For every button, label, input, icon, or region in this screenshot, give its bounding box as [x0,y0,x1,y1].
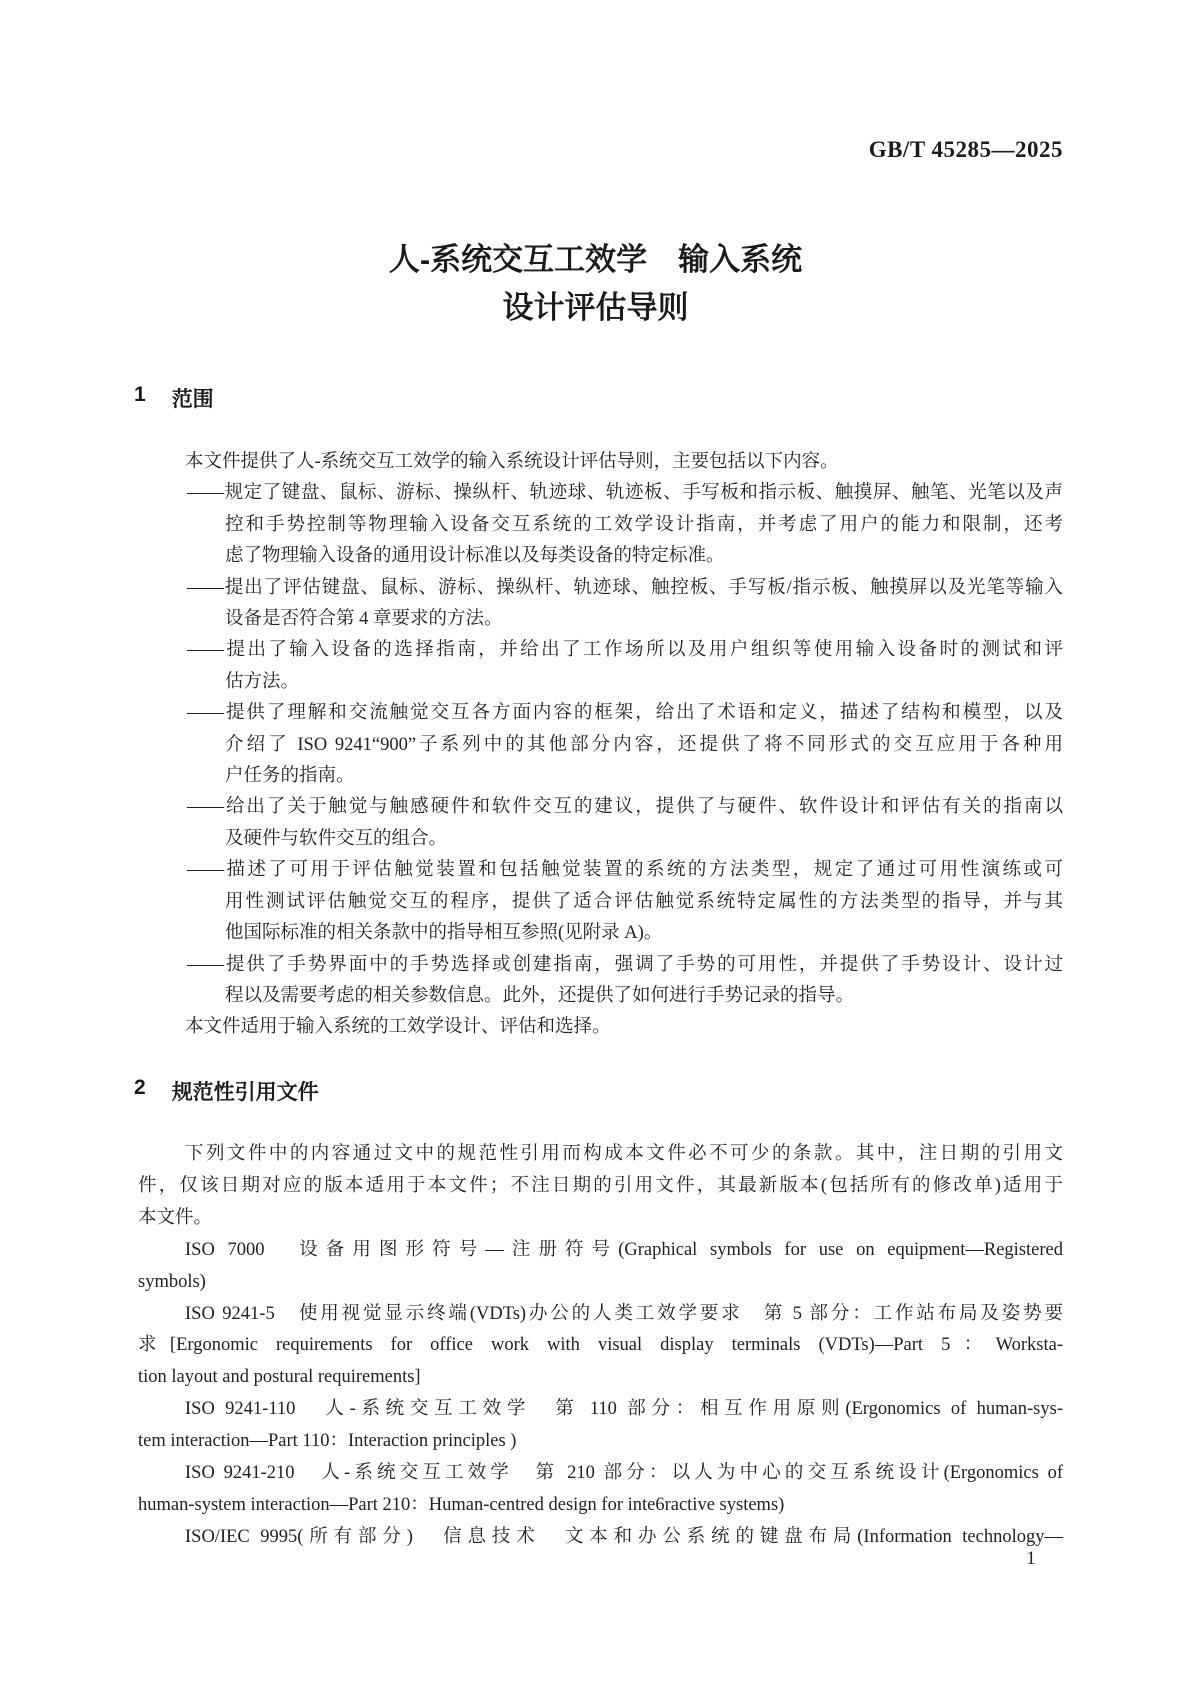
section-1-title: 范围 [171,388,214,411]
text-line: 介绍了 ISO 9241“900”子系列中的其他部分内容，还提供了将不同形式的交互应用于各种用 [225,734,1063,755]
text-line: 户任务的指南。 [225,766,355,787]
text-line: tem interaction—Part 110：Interaction principles ) [138,1431,517,1452]
section-1-number: 1 [134,383,146,406]
section-2-body [138,1139,1063,1554]
text-line: 程以及需要考虑的相关参数信息。此外，还提供了如何进行手势记录的指导。 [225,985,855,1006]
text-line: 虑了物理输入设备的通用设计标准以及每类设备的特定标准。 [225,546,725,567]
text-line: ISO/IEC 9995(所有部分) 信息技术 文本和办公系统的键盘布局(Information technology— [185,1526,1063,1547]
standard-number: GB/T 45285—2025 [868,137,1063,162]
section-2-number: 2 [134,1076,146,1099]
text-line: 本文件。 [138,1207,213,1228]
document-title-line2: 设计评估导则 [502,290,689,325]
text-line: 用性测试评估触觉交互的程序，提供了适合评估触觉系统特定属性的方法类型的指导，并与其 [225,891,1063,912]
section-1-body [138,447,1063,1044]
text-line: ——提供了理解和交流触觉交互各方面内容的框架，给出了术语和定义，描述了结构和模型，以及 [187,703,1063,724]
text-line: ——提出了评估键盘、鼠标、游标、操纵杆、轨迹球、触控板、手写板/指示板、触摸屏以及光笔等输入 [187,577,1063,598]
document-title-line1: 人-系统交互工效学 输入系统 [388,242,803,277]
section-1-heading [134,383,214,413]
text-line: 本文件适用于输入系统的工效学设计、评估和选择。 [185,1017,611,1038]
text-line: 及硬件与软件交互的组合。 [225,828,448,849]
text-line: 本文件提供了人-系统交互工效学的输入系统设计评估导则，主要包括以下内容。 [185,452,839,472]
text-line: ISO 9241-5 使用视觉显示终端(VDTs)办公的人类工效学要求 第 5 部分：工作站布局及姿势要 [185,1303,1063,1324]
text-line: 他国际标准的相关条款中的指导相互参照(见附录 A)。 [225,923,663,944]
section-2-heading [134,1076,319,1106]
text-line: ISO 9241-110 人-系统交互工效学 第 110 部分：相互作用原则(Ergonomics of human-sys- [185,1399,1063,1420]
text-line: ——提出了输入设备的选择指南，并给出了工作场所以及用户组织等使用输入设备时的测试和评 [187,640,1063,661]
page-number: 1 [1026,1548,1036,1569]
document-title [0,236,1191,332]
text-line: 设备是否符合第 4 章要求的方法。 [225,609,503,630]
text-line: ISO 9241-210 人-系统交互工效学 第 210 部分：以人为中心的交互系统设计(Ergonomics of [185,1463,1063,1484]
text-line: 控和手势控制等物理输入设备交互系统的工效学设计指南，并考虑了用户的能力和限制，还考 [225,514,1063,535]
section-2-title: 规范性引用文件 [171,1081,319,1104]
text-line: ——描述了可用于评估触觉装置和包括触觉装置的系统的方法类型，规定了通过可用性演练或可 [187,860,1063,881]
text-line: ISO 7000 设备用图形符号—注册符号(Graphical symbols for use on equipment—Registered [185,1239,1063,1260]
text-line: ——规定了键盘、鼠标、游标、操纵杆、轨迹球、轨迹板、手写板和指示板、触摸屏、触笔、光笔以及声 [187,483,1063,504]
text-line: tion layout and postural requirements] [138,1367,421,1388]
text-line: human-system interaction—Part 210：Human-centred design for inte6ractive systems) [138,1494,785,1515]
text-line: ——给出了关于触觉与触感硬件和软件交互的建议，提供了与硬件、软件设计和评估有关的指南以 [187,797,1063,818]
text-line: 求[Ergonomic requirements for office work with visual display terminals (VDTs)—Part 5：Worksta- [138,1335,1063,1356]
text-line: 件，仅该日期对应的版本适用于本文件；不注日期的引用文件，其最新版本(包括所有的修改单)适用于 [138,1175,1063,1196]
text-line: 估方法。 [225,671,300,692]
text-line: ——提供了手势界面中的手势选择或创建指南，强调了手势的可用性，并提供了手势设计、设计过 [187,954,1063,975]
text-line: 下列文件中的内容通过文中的规范性引用而构成本文件必不可少的条款。其中，注日期的引用文 [185,1144,1063,1164]
text-line: symbols) [138,1271,206,1292]
